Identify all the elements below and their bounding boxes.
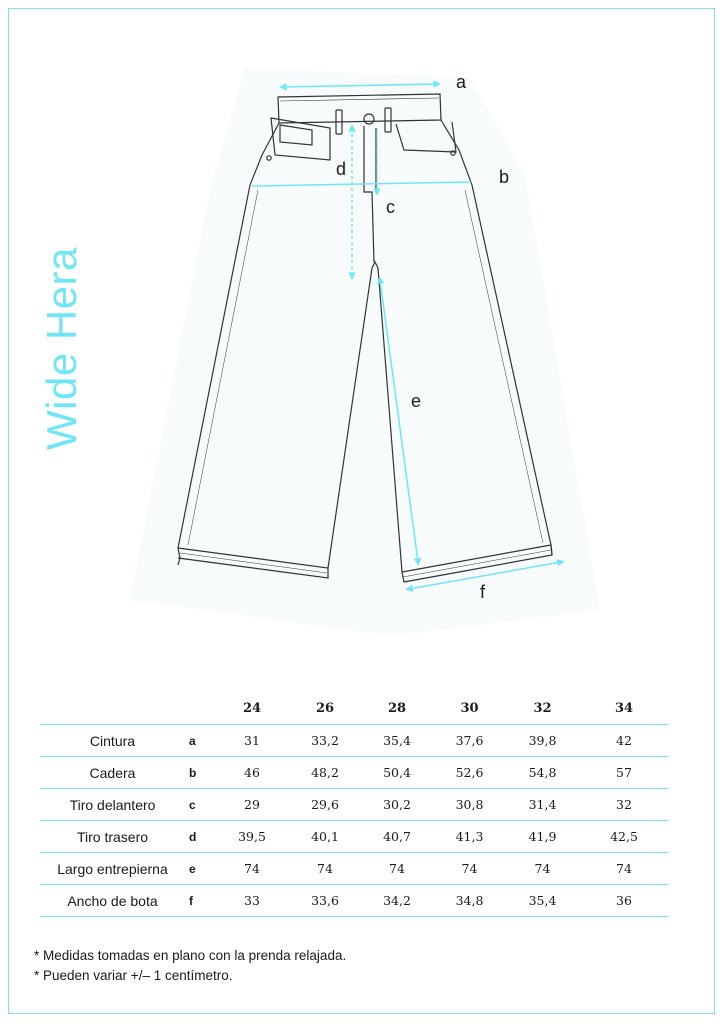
measure-name: Tiro trasero: [40, 821, 185, 853]
measure-name: Cintura: [40, 725, 185, 757]
measure-value: 42: [579, 725, 669, 757]
measure-value: 34,8: [433, 885, 506, 917]
label-e: e: [411, 391, 422, 411]
note-line: * Pueden variar +/– 1 centímetro.: [34, 968, 233, 983]
size-header: 24: [215, 692, 289, 725]
measure-value: 74: [215, 853, 289, 885]
table-row: [40, 885, 669, 917]
table-row: [40, 757, 669, 789]
notes: [34, 946, 634, 986]
measure-letter: c: [185, 789, 215, 821]
measure-letter: f: [185, 885, 215, 917]
measure-value: 74: [361, 853, 433, 885]
measure-value: 35,4: [361, 725, 433, 757]
measure-value: 74: [579, 853, 669, 885]
measure-value: 37,6: [433, 725, 506, 757]
measure-value: 39,8: [506, 725, 579, 757]
measure-value: 32: [579, 789, 669, 821]
table-row: [40, 821, 669, 853]
size-header: 30: [433, 692, 506, 725]
measure-value: 74: [506, 853, 579, 885]
measure-value: 34,2: [361, 885, 433, 917]
measure-letter: b: [185, 757, 215, 789]
measure-value: 33,2: [289, 725, 361, 757]
note-line: * Medidas tomadas en plano con la prenda relajada.: [34, 948, 347, 963]
measure-name: Cadera: [40, 757, 185, 789]
measure-value: 42,5: [579, 821, 669, 853]
measure-name: Tiro delantero: [40, 789, 185, 821]
measure-letter: a: [185, 725, 215, 757]
measure-value: 52,6: [433, 757, 506, 789]
measure-value: 39,5: [215, 821, 289, 853]
measure-value: 40,1: [289, 821, 361, 853]
size-header: 32: [506, 692, 579, 725]
size-table: [40, 692, 669, 917]
table-row: [40, 853, 669, 885]
measure-value: 48,2: [289, 757, 361, 789]
label-a: a: [456, 72, 467, 92]
measure-value: 40,7: [361, 821, 433, 853]
measure-value: 54,8: [506, 757, 579, 789]
table-row: [40, 789, 669, 821]
measure-value: 33,6: [289, 885, 361, 917]
measure-value: 41,9: [506, 821, 579, 853]
table-row: [40, 725, 669, 757]
measure-letter: e: [185, 853, 215, 885]
measure-name: Largo entrepierna: [40, 853, 185, 885]
label-d: d: [336, 159, 347, 179]
measure-letter: d: [185, 821, 215, 853]
measure-value: 41,3: [433, 821, 506, 853]
label-b: b: [499, 167, 510, 187]
measure-value: 50,4: [361, 757, 433, 789]
measure-value: 29: [215, 789, 289, 821]
size-header: 34: [579, 692, 669, 725]
measure-value: 31: [215, 725, 289, 757]
size-header: 26: [289, 692, 361, 725]
size-header-row: [40, 692, 669, 725]
measure-value: 30,2: [361, 789, 433, 821]
measure-value: 31,4: [506, 789, 579, 821]
size-header: 28: [361, 692, 433, 725]
product-title: Wide Hera: [38, 247, 85, 450]
measure-value: 74: [433, 853, 506, 885]
label-c: c: [386, 197, 395, 217]
measure-value: 36: [579, 885, 669, 917]
measure-value: 57: [579, 757, 669, 789]
measure-name: Ancho de bota: [40, 885, 185, 917]
label-f: f: [480, 582, 486, 602]
measure-value: 29,6: [289, 789, 361, 821]
measure-value: 35,4: [506, 885, 579, 917]
measure-value: 33: [215, 885, 289, 917]
measure-value: 46: [215, 757, 289, 789]
measure-value: 74: [289, 853, 361, 885]
measure-value: 30,8: [433, 789, 506, 821]
